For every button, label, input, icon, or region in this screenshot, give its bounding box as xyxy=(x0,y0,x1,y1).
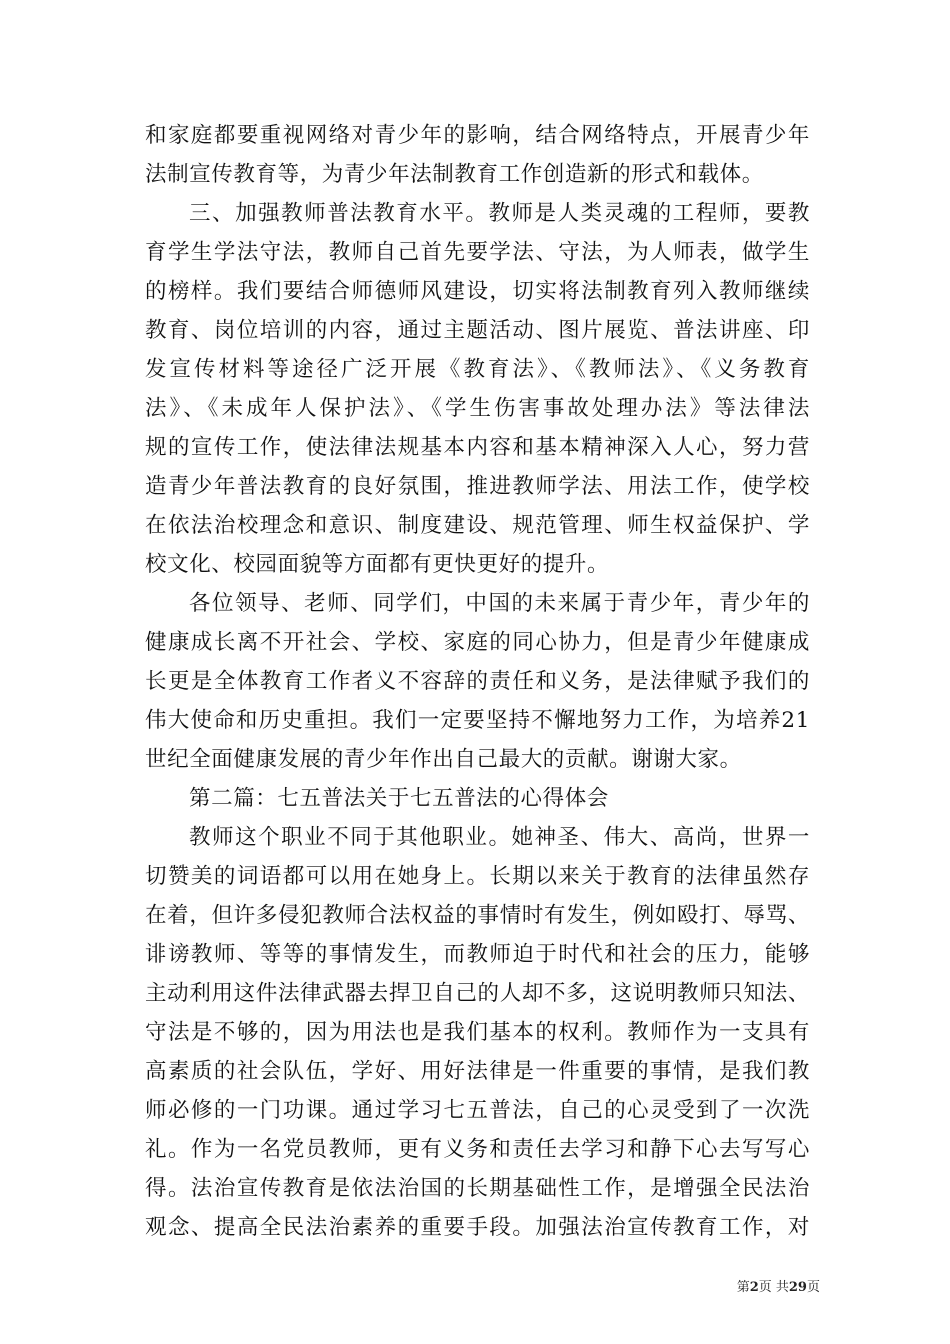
text-line: 法》、《未成年人保护法》、《学生伤害事故处理办法》等法律法 xyxy=(145,396,810,421)
text-line: 高素质的社会队伍，学好、用好法律是一件重要的事情，是我们教 xyxy=(145,1059,810,1084)
footer-suffix: 页 xyxy=(806,1280,820,1295)
text-line: 世纪全面健康发展的青少年作出自己最大的贡献。谢谢大家。 xyxy=(145,747,742,772)
text-line: 在依法治校理念和意识、制度建设、规范管理、师生权益保护、学 xyxy=(145,513,810,538)
paragraph-start-line: 教师这个职业不同于其他职业。她神圣、伟大、高尚，世界一 xyxy=(189,825,810,850)
text-line: 的榜样。我们要结合师德师风建设，切实将法制教育列入教师继续 xyxy=(145,279,810,304)
text-line: 切赞美的词语都可以用在她身上。长期以来关于教育的法律虽然存 xyxy=(145,864,810,889)
text-line: 和家庭都要重视网络对青少年的影响，结合网络特点，开展青少年 xyxy=(145,123,810,148)
text-line: 教育、岗位培训的内容，通过主题活动、图片展览、普法讲座、印 xyxy=(145,318,810,343)
text-line: 守法是不够的，因为用法也是我们基本的权利。教师作为一支具有 xyxy=(145,1020,810,1045)
section-heading: 第二篇：七五普法关于七五普法的心得体会 xyxy=(189,786,609,811)
text-line: 发宣传材料等途径广泛开展《教育法》、《教师法》、《义务教育 xyxy=(145,357,810,382)
text-line: 育学生学法守法，教师自己首先要学法、守法，为人师表，做学生 xyxy=(145,240,810,265)
body-text xyxy=(145,116,810,1247)
text-line: 礼。作为一名党员教师，更有义务和责任去学习和静下心去写写心 xyxy=(145,1137,810,1162)
text-line: 造青少年普法教育的良好氛围，推进教师学法、用法工作，使学校 xyxy=(145,474,810,499)
text-line: 得。法治宣传教育是依法治国的长期基础性工作，是增强全民法治 xyxy=(145,1176,810,1201)
footer-prefix: 第 xyxy=(736,1280,750,1295)
text-line: 规的宣传工作，使法律法规基本内容和基本精神深入人心，努力营 xyxy=(145,435,810,460)
paragraph-start-line: 三、加强教师普法教育水平。教师是人类灵魂的工程师，要教 xyxy=(189,201,810,226)
text-line: 校文化、校园面貌等方面都有更快更好的提升。 xyxy=(145,552,610,577)
current-page-number: 2 xyxy=(749,1280,759,1295)
text-line: 主动利用这件法律武器去捍卫自己的人却不多，这说明教师只知法、 xyxy=(145,981,810,1006)
text-line: 伟大使命和历史重担。我们一定要坚持不懈地努力工作，为培养21 xyxy=(145,708,810,733)
total-page-count: 29 xyxy=(788,1280,807,1295)
text-line: 诽谤教师、等等的事情发生，而教师迫于时代和社会的压力，能够 xyxy=(145,942,810,967)
page-footer xyxy=(700,1276,820,1295)
paragraph-start-line: 各位领导、老师、同学们，中国的未来属于青少年，青少年的 xyxy=(189,591,810,616)
text-line: 法制宣传教育等，为青少年法制教育工作创造新的形式和载体。 xyxy=(145,162,764,187)
footer-middle: 页 共 xyxy=(758,1280,789,1295)
text-line: 健康成长离不开社会、学校、家庭的同心协力，但是青少年健康成 xyxy=(145,630,810,655)
text-line: 在着，但许多侵犯教师合法权益的事情时有发生，例如殴打、辱骂、 xyxy=(145,903,810,928)
text-line: 观念、提高全民法治素养的重要手段。加强法治宣传教育工作，对 xyxy=(145,1215,810,1240)
text-line: 师必修的一门功课。通过学习七五普法，自己的心灵受到了一次洗 xyxy=(145,1098,810,1123)
text-line: 长更是全体教育工作者义不容辞的责任和义务，是法律赋予我们的 xyxy=(145,669,810,694)
